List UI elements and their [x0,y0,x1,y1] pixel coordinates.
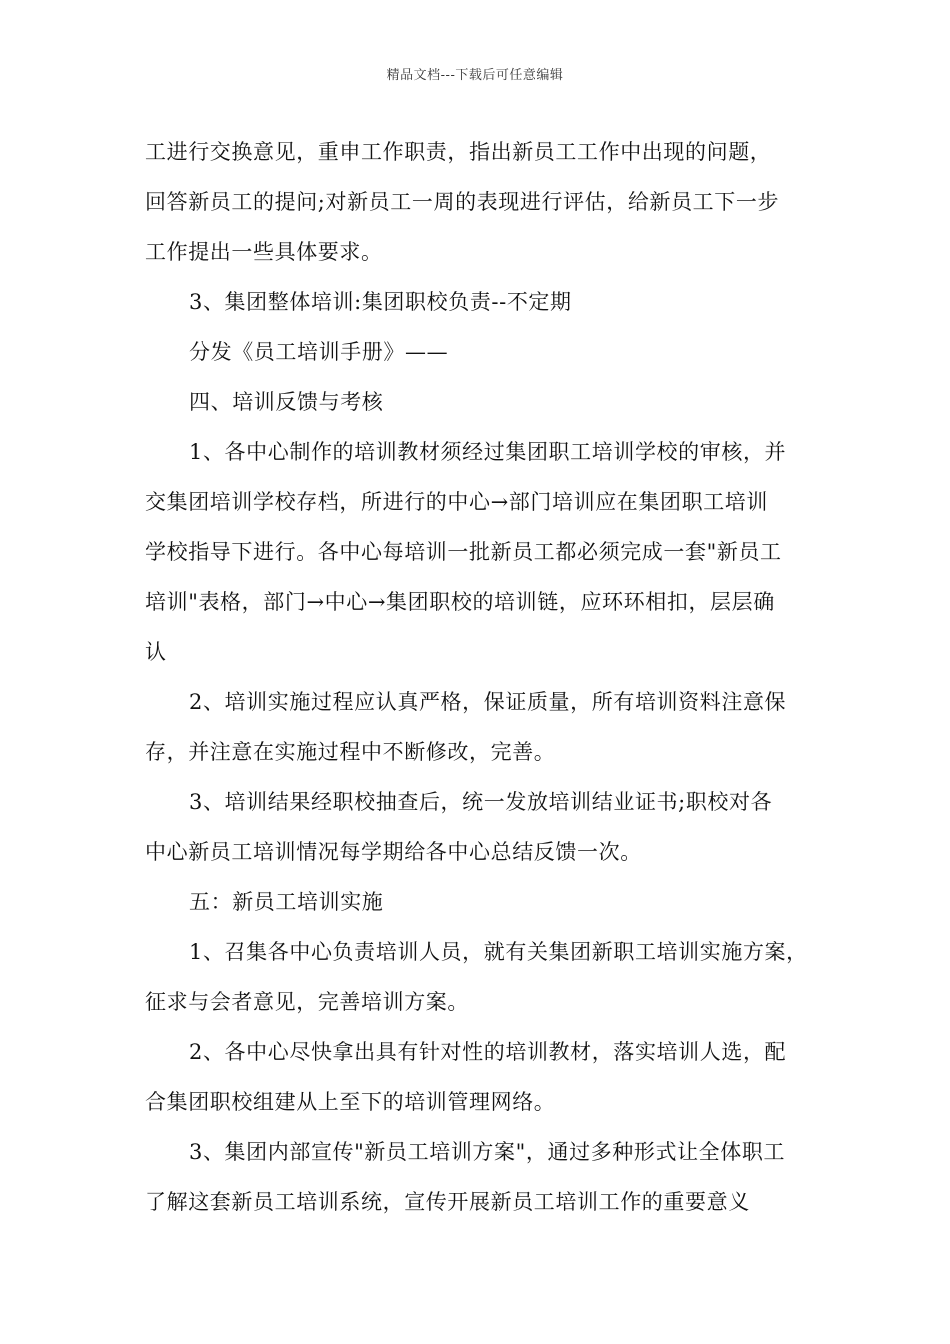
text-line: 培训"表格，部门→中心→集团职校的培训链，应环环相扣，层层确 [145,590,775,614]
text-line: 征求与会者意见，完善培训方案。 [145,990,469,1014]
text-line: 3、集团内部宣传"新员工培训方案"，通过多种形式让全体职工 [189,1140,786,1164]
text-line: 2、各中心尽快拿出具有针对性的培训教材，落实培训人选，配 [189,1040,787,1064]
text-line: 学校指导下进行。各中心每培训一批新员工都必须完成一套"新员工 [145,540,782,564]
text-line: 存，并注意在实施过程中不断修改，完善。 [145,740,556,764]
document-body [145,127,830,1227]
section-heading: 四、培训反馈与考核 [189,390,384,414]
page-header: 精品文档---下载后可任意编辑 [386,68,564,83]
text-line: 3、培训结果经职校抽查后，统一发放培训结业证书;职校对各 [189,790,773,814]
text-line: 回答新员工的提问;对新员工一周的表现进行评估，给新员工下一步 [145,190,780,214]
text-line: 工作提出一些具体要求。 [145,240,383,264]
text-line: 2、培训实施过程应认真严格，保证质量，所有培训资料注意保 [189,690,787,714]
text-line: 认 [145,640,167,664]
text-line: 了解这套新员工培训系统，宣传开展新员工培训工作的重要意义 [145,1190,750,1214]
text-line: 3、集团整体培训:集团职校负责--不定期 [189,290,572,314]
text-line: 1、召集各中心负责培训人员，就有关集团新职工培训实施方案， [189,940,808,964]
text-line: 中心新员工培训情况每学期给各中心总结反馈一次。 [145,840,642,864]
text-line: 工进行交换意见，重申工作职责，指出新员工工作中出现的问题， [145,140,772,164]
text-line: 合集团职校组建从上至下的培训管理网络。 [145,1090,556,1114]
text-line: 1、各中心制作的培训教材须经过集团职工培训学校的审核，并 [189,440,787,464]
text-line: 分发《员工培训手册》—— [189,340,449,364]
text-line: 交集团培训学校存档，所进行的中心→部门培训应在集团职工培训 [145,490,768,514]
section-heading: 五：新员工培训实施 [189,890,384,914]
